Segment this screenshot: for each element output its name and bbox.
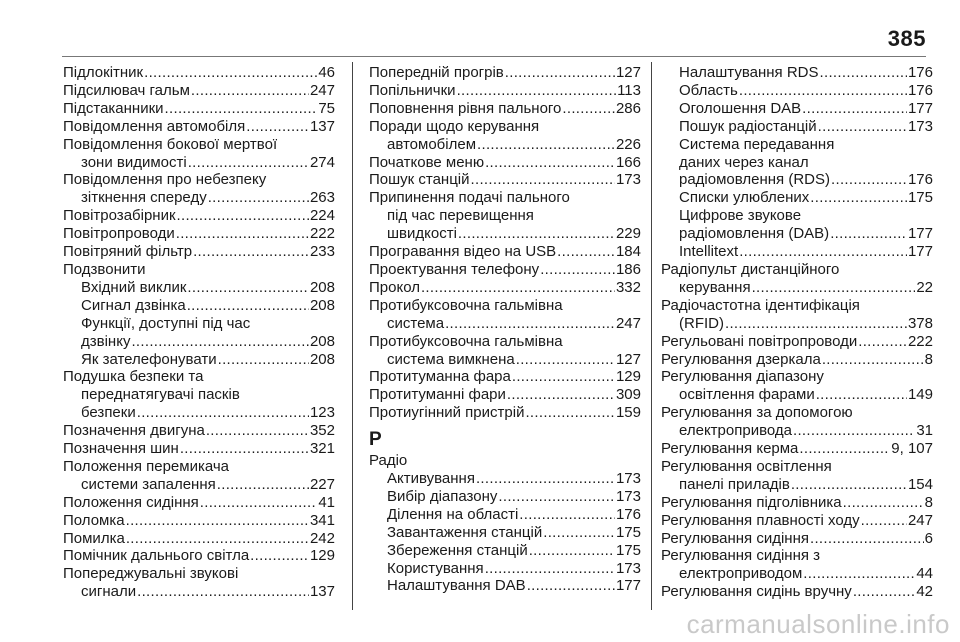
dot-leader: [512, 368, 615, 386]
entry-label: Прокол: [369, 278, 420, 296]
entry-label: швидкості: [387, 225, 457, 243]
entry-page: 247: [309, 81, 335, 99]
index-column-3: [661, 64, 933, 601]
index-entry: [661, 476, 933, 494]
entry-label: Збереження станцій: [387, 541, 528, 559]
entry-page: 41: [318, 493, 335, 511]
entry-label: Поповнення рівня пального: [369, 99, 562, 117]
index-entry: [63, 547, 335, 565]
entry-label: дзвінку: [81, 332, 131, 350]
index-entry: [63, 530, 335, 548]
entry-page: 242: [309, 529, 335, 547]
entry-label: зіткнення спереду: [81, 189, 207, 207]
index-entry: [661, 512, 933, 530]
entry-label: Повітряний фільтр: [63, 243, 193, 261]
index-entry: [63, 351, 335, 369]
index-entry: [369, 524, 641, 542]
entry-page: 332: [615, 278, 641, 296]
index-entry: [369, 136, 641, 154]
index-entry: [369, 315, 641, 333]
entry-label: Регулювання дзеркала: [661, 350, 821, 368]
dot-leader: [131, 333, 309, 351]
index-heading: переднатягувачі пасків: [81, 386, 240, 404]
entry-page: 154: [907, 475, 933, 493]
dot-leader: [527, 577, 615, 595]
index-entry: [63, 100, 335, 118]
entry-label: Пошук радіостанцій: [679, 117, 817, 135]
dot-leader: [816, 386, 907, 404]
entry-page: 8: [924, 350, 933, 368]
index-heading: під час перевищення: [387, 207, 534, 225]
index-entry: [369, 542, 641, 560]
dot-leader: [516, 351, 615, 369]
index-entry: [369, 506, 641, 524]
entry-label: (RFID): [679, 314, 724, 332]
index-column-2: [369, 64, 641, 595]
entry-label: Протиугінний пристрій: [369, 404, 525, 422]
entry-label: системи запалення: [81, 475, 216, 493]
index-entry: [661, 315, 933, 333]
entry-page: 176: [907, 81, 933, 99]
dot-leader: [507, 386, 615, 404]
index-heading: Радіопульт дистанційного: [661, 260, 840, 278]
entry-label: Як зателефонувати: [81, 350, 217, 368]
entry-page: 129: [309, 547, 335, 565]
entry-page: 247: [907, 511, 933, 529]
entry-page: 177: [907, 225, 933, 243]
dot-leader: [187, 279, 309, 297]
entry-label: система вимкнена: [387, 350, 515, 368]
entry-page: 309: [615, 386, 641, 404]
index-heading: даних через канал: [679, 153, 809, 171]
entry-page: 208: [309, 296, 335, 314]
entry-page: 208: [309, 332, 335, 350]
entry-page: 233: [309, 243, 335, 261]
dot-leader: [498, 488, 615, 506]
index-entry: [661, 118, 933, 136]
index-entry: [661, 565, 933, 583]
entry-page: 159: [615, 404, 641, 422]
entry-label: електроприводом: [679, 565, 803, 583]
index-entry: [369, 560, 641, 578]
entry-label: система: [387, 314, 445, 332]
index-entry: [369, 225, 641, 243]
entry-page: 176: [907, 171, 933, 189]
index-heading: Регулювання діапазону: [661, 368, 824, 386]
entry-page: 173: [615, 470, 641, 488]
dot-leader: [830, 225, 907, 243]
index-entry: [369, 488, 641, 506]
index-entry: [661, 279, 933, 297]
entry-page: 137: [309, 583, 335, 601]
dot-leader: [246, 118, 309, 136]
column-divider: [651, 62, 652, 610]
entry-label: Поломка: [63, 511, 125, 529]
index-heading: Положення перемикача: [63, 457, 230, 475]
entry-label: Налаштування DAB: [387, 577, 526, 595]
entry-label: Intellitext: [679, 243, 739, 261]
dot-leader: [200, 494, 318, 512]
entry-page: 123: [309, 404, 335, 422]
section-letter: Р: [369, 429, 382, 451]
entry-page: 8: [924, 493, 933, 511]
dot-leader: [799, 440, 890, 458]
dot-leader: [803, 565, 915, 583]
entry-page: 227: [309, 475, 335, 493]
index-heading: Регулювання освітлення: [661, 457, 832, 475]
index-column-1: [63, 64, 335, 601]
entry-page: 127: [615, 64, 641, 81]
entry-label: Підстаканники: [63, 99, 164, 117]
index-entry: [661, 494, 933, 512]
entry-page: 226: [615, 135, 641, 153]
index-entry: [661, 64, 933, 82]
entry-page: 263: [309, 189, 335, 207]
entry-page: 173: [615, 559, 641, 577]
column-divider: [352, 62, 353, 610]
entry-page: 31: [916, 422, 933, 440]
index-entry: [63, 118, 335, 136]
index-entry: [63, 297, 335, 315]
entry-label: Пошук станцій: [369, 171, 470, 189]
entry-page: 137: [309, 117, 335, 135]
entry-page: 75: [318, 99, 335, 117]
entry-label: Ділення на області: [387, 505, 519, 523]
entry-page: 378: [907, 314, 933, 332]
index-entry: [369, 386, 641, 404]
entry-page: 9, 107: [891, 440, 933, 458]
entry-label: сигнали: [81, 583, 137, 601]
index-heading: Протибуксовочна гальмівна: [369, 296, 563, 314]
entry-page: 149: [907, 386, 933, 404]
dot-leader: [820, 64, 907, 82]
dot-leader: [180, 440, 309, 458]
index-entry: [369, 100, 641, 118]
index-heading: Функції, доступні під час: [81, 314, 251, 332]
dot-leader: [218, 351, 309, 369]
entry-page: 46: [318, 64, 335, 81]
dot-leader: [793, 422, 915, 440]
index-entry: [63, 243, 335, 261]
dot-leader: [810, 189, 907, 207]
index-entry: [63, 512, 335, 530]
entry-page: 127: [615, 350, 641, 368]
index-entry: [63, 494, 335, 512]
index-entry: [661, 189, 933, 207]
dot-leader: [802, 100, 907, 118]
index-entry: [661, 82, 933, 100]
entry-label: Користування: [387, 559, 484, 577]
index-entry: [369, 577, 641, 595]
index-heading: Радіочастотна ідентифікація: [661, 296, 860, 314]
entry-label: Оголошення DAB: [679, 99, 802, 117]
dot-leader: [739, 82, 907, 100]
watermark: carmanualsonline.info: [686, 609, 950, 639]
index-entry: [661, 243, 933, 261]
dot-leader: [485, 154, 615, 172]
entry-label: Завантаження станцій: [387, 523, 543, 541]
entry-label: Регулювання керма: [661, 440, 799, 458]
index-entry: [661, 351, 933, 369]
index-entry: [661, 386, 933, 404]
entry-label: Підлокітник: [63, 64, 144, 81]
entry-label: керування: [679, 278, 751, 296]
entry-label: Регульовані повітропроводи: [661, 332, 858, 350]
entry-label: Помічник дальнього світла: [63, 547, 250, 565]
entry-label: Вибір діапазону: [387, 487, 498, 505]
dot-leader: [191, 82, 309, 100]
index-heading: Радіо: [369, 452, 408, 470]
entry-page: 222: [907, 332, 933, 350]
index-entry: [661, 530, 933, 548]
entry-page: 173: [907, 117, 933, 135]
entry-page: 176: [907, 64, 933, 81]
index-entry: [661, 333, 933, 351]
index-entry: [661, 440, 933, 458]
dot-leader: [822, 351, 924, 369]
dot-leader: [457, 82, 617, 100]
dot-leader: [193, 243, 309, 261]
dot-leader: [144, 64, 317, 82]
entry-label: Регулювання сидінь вручну: [661, 583, 852, 601]
index-entry: [63, 225, 335, 243]
index-entry: [369, 64, 641, 82]
dot-leader: [187, 297, 309, 315]
entry-label: Сигнал дзвінка: [81, 296, 186, 314]
dot-leader: [791, 476, 907, 494]
entry-label: радіомовлення (DAB): [679, 225, 830, 243]
dot-leader: [471, 171, 615, 189]
dot-leader: [525, 404, 615, 422]
dot-leader: [858, 333, 907, 351]
index-heading: Подзвонити: [63, 260, 146, 278]
entry-page: 247: [615, 314, 641, 332]
index-entry: [369, 368, 641, 386]
entry-label: Налаштування RDS: [679, 64, 819, 81]
entry-page: 321: [309, 440, 335, 458]
dot-leader: [831, 171, 907, 189]
dot-leader: [421, 279, 615, 297]
entry-label: Повідомлення автомобіля: [63, 117, 246, 135]
entry-page: 177: [907, 243, 933, 261]
entry-page: 6: [924, 529, 933, 547]
index-entry: [369, 470, 641, 488]
entry-label: автомобілем: [387, 135, 477, 153]
index-heading: Попереджувальні звукові: [63, 565, 239, 583]
entry-label: Позначення шин: [63, 440, 179, 458]
index-entry: [63, 422, 335, 440]
index-entry: [661, 100, 933, 118]
entry-label: Активування: [387, 470, 475, 488]
index-entry: [63, 404, 335, 422]
dot-leader: [137, 583, 309, 601]
index-entry: [661, 171, 933, 189]
entry-label: безпеки: [81, 404, 136, 422]
dot-leader: [137, 404, 309, 422]
entry-label: освітлення фарами: [679, 386, 815, 404]
entry-label: Попільнички: [369, 81, 456, 99]
dot-leader: [853, 583, 916, 601]
entry-label: Регулювання сидіння: [661, 529, 809, 547]
dot-leader: [250, 547, 309, 565]
entry-label: Позначення двигуна: [63, 422, 205, 440]
entry-page: 173: [615, 487, 641, 505]
entry-page: 175: [615, 523, 641, 541]
index-entry: [369, 261, 641, 279]
index-entry: [63, 154, 335, 172]
index-entry: [369, 351, 641, 369]
entry-page: 42: [916, 583, 933, 601]
entry-label: Повітрозабірник: [63, 207, 176, 225]
entry-page: 175: [907, 189, 933, 207]
dot-leader: [126, 512, 309, 530]
entry-page: 113: [617, 81, 641, 99]
entry-page: 208: [309, 278, 335, 296]
entry-label: Попередній прогрів: [369, 64, 504, 81]
index-heading: Регулювання сидіння з: [661, 547, 821, 565]
dot-leader: [725, 315, 907, 333]
dot-leader: [861, 512, 907, 530]
index-entry: [369, 279, 641, 297]
index-heading: Цифрове звукове: [679, 207, 802, 225]
page-number: 385: [887, 26, 926, 51]
index-entry: [369, 243, 641, 261]
index-heading: Подушка безпеки та: [63, 368, 204, 386]
entry-label: Проектування телефону: [369, 260, 540, 278]
entry-page: 184: [615, 243, 641, 261]
entry-label: радіомовлення (RDS): [679, 171, 831, 189]
index-entry: [661, 583, 933, 601]
dot-leader: [217, 476, 309, 494]
entry-page: 177: [907, 99, 933, 117]
index-entry: [63, 82, 335, 100]
dot-leader: [519, 506, 615, 524]
dot-leader: [485, 560, 615, 578]
entry-label: Початкове меню: [369, 153, 485, 171]
dot-leader: [476, 470, 615, 488]
dot-leader: [208, 189, 309, 207]
dot-leader: [818, 118, 907, 136]
entry-label: Регулювання плавності ходу: [661, 511, 860, 529]
dot-leader: [176, 225, 309, 243]
index-entry: [369, 404, 641, 422]
dot-leader: [843, 494, 924, 512]
dot-leader: [752, 279, 916, 297]
entry-page: 222: [309, 225, 335, 243]
entry-label: Помилка: [63, 529, 125, 547]
index-heading: Регулювання за допомогою: [661, 404, 853, 422]
index-heading: Протибуксовочна гальмівна: [369, 332, 563, 350]
entry-label: Списки улюблених: [679, 189, 810, 207]
entry-label: Положення сидіння: [63, 493, 199, 511]
index-heading: Припинення подачі пального: [369, 189, 570, 207]
entry-label: Область: [679, 81, 738, 99]
index-entry: [63, 583, 335, 601]
dot-leader: [177, 207, 309, 225]
entry-page: 129: [615, 368, 641, 386]
entry-page: 186: [615, 260, 641, 278]
entry-page: 229: [615, 225, 641, 243]
dot-leader: [543, 524, 615, 542]
index-entry: [661, 225, 933, 243]
entry-page: 208: [309, 350, 335, 368]
entry-label: панелі приладів: [679, 475, 790, 493]
entry-page: 274: [309, 153, 335, 171]
dot-leader: [477, 136, 615, 154]
index-entry: [63, 333, 335, 351]
dot-leader: [562, 100, 615, 118]
index-heading: Система передавання: [679, 135, 835, 153]
entry-page: 341: [309, 511, 335, 529]
entry-page: 352: [309, 422, 335, 440]
entry-label: Програвання відео на USB: [369, 243, 557, 261]
entry-label: електропривода: [679, 422, 792, 440]
entry-label: Підсилювач гальм: [63, 81, 190, 99]
dot-leader: [206, 422, 309, 440]
entry-page: 224: [309, 207, 335, 225]
index-entry: [63, 207, 335, 225]
index-entry: [369, 171, 641, 189]
index-entry: [369, 154, 641, 172]
dot-leader: [445, 315, 615, 333]
entry-page: 173: [615, 171, 641, 189]
entry-label: Регулювання підголівника: [661, 493, 842, 511]
index-entry: [369, 82, 641, 100]
entry-page: 176: [615, 505, 641, 523]
index-entry: [63, 440, 335, 458]
entry-label: зони видимості: [81, 153, 187, 171]
entry-page: 175: [615, 541, 641, 559]
dot-leader: [165, 100, 318, 118]
entry-label: Протитуманна фара: [369, 368, 511, 386]
entry-page: 166: [615, 153, 641, 171]
index-heading: Повідомлення бокової мертвої: [63, 135, 278, 153]
index-entry: [63, 476, 335, 494]
dot-leader: [557, 243, 615, 261]
top-rule: [62, 56, 926, 57]
dot-leader: [810, 530, 924, 548]
entry-page: 177: [615, 577, 641, 595]
dot-leader: [126, 530, 309, 548]
index-heading: Повідомлення про небезпеку: [63, 171, 267, 189]
index-heading: Поради щодо керування: [369, 117, 540, 135]
entry-label: Повітропроводи: [63, 225, 175, 243]
dot-leader: [529, 542, 615, 560]
index-entry: [63, 279, 335, 297]
dot-leader: [505, 64, 615, 82]
entry-page: 286: [615, 99, 641, 117]
entry-page: 22: [916, 278, 933, 296]
index-entry: [63, 189, 335, 207]
entry-page: 44: [916, 565, 933, 583]
dot-leader: [540, 261, 615, 279]
entry-label: Протитуманні фари: [369, 386, 506, 404]
entry-label: Вхідний виклик: [81, 278, 187, 296]
dot-leader: [458, 225, 615, 243]
dot-leader: [739, 243, 907, 261]
index-entry: [661, 422, 933, 440]
dot-leader: [188, 154, 309, 172]
index-entry: [63, 64, 335, 82]
